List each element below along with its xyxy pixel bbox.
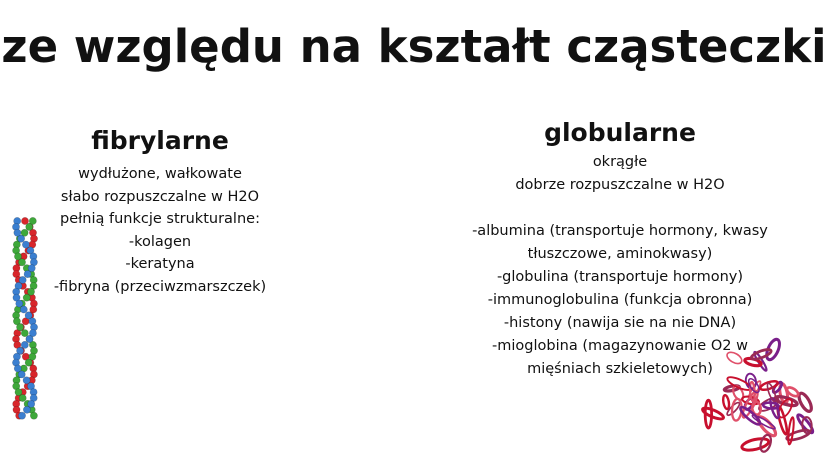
globular-line: -immunoglobulina (funkcja obronna) (487, 292, 753, 308)
fibrous-column (40, 126, 280, 298)
globular-line: mięśniach szkieletowych) (527, 361, 713, 377)
fibrous-heading: fibrylarne (91, 126, 229, 155)
fibrous-line: -keratyna (125, 256, 195, 272)
collagen-helix-icon (5, 215, 65, 425)
fibrous-line: pełnią funkcje strukturalne: (60, 211, 260, 227)
globular-line: -mioglobina (magazynowanie O2 w (492, 338, 748, 354)
fibrous-line: -fibryna (przeciwzmarszczek) (53, 278, 267, 295)
globular-line: tłuszczowe, aminokwasy) (527, 246, 713, 262)
globular-line: -globulina (transportuje hormony) (496, 269, 744, 285)
spacer (440, 197, 800, 220)
globular-line: dobrze rozpuszczalne w H2O (515, 177, 725, 193)
globular-line: -histony (nawija sie na nie DNA) (503, 315, 737, 331)
fibrous-line: -kolagen (128, 233, 192, 250)
fibrous-line: słabo rozpuszczalne w H2O (60, 188, 260, 205)
globular-line: okrągłe (592, 154, 648, 170)
globular-heading: globularne (544, 118, 696, 147)
fibrous-line: wydłużone, wałkowate (78, 166, 242, 182)
globular-protein-icon (698, 337, 824, 463)
globular-line: -albumina (transportuje hormony, kwasy (472, 223, 768, 239)
slide-title: ze względu na kształt cząsteczki (1, 20, 827, 73)
